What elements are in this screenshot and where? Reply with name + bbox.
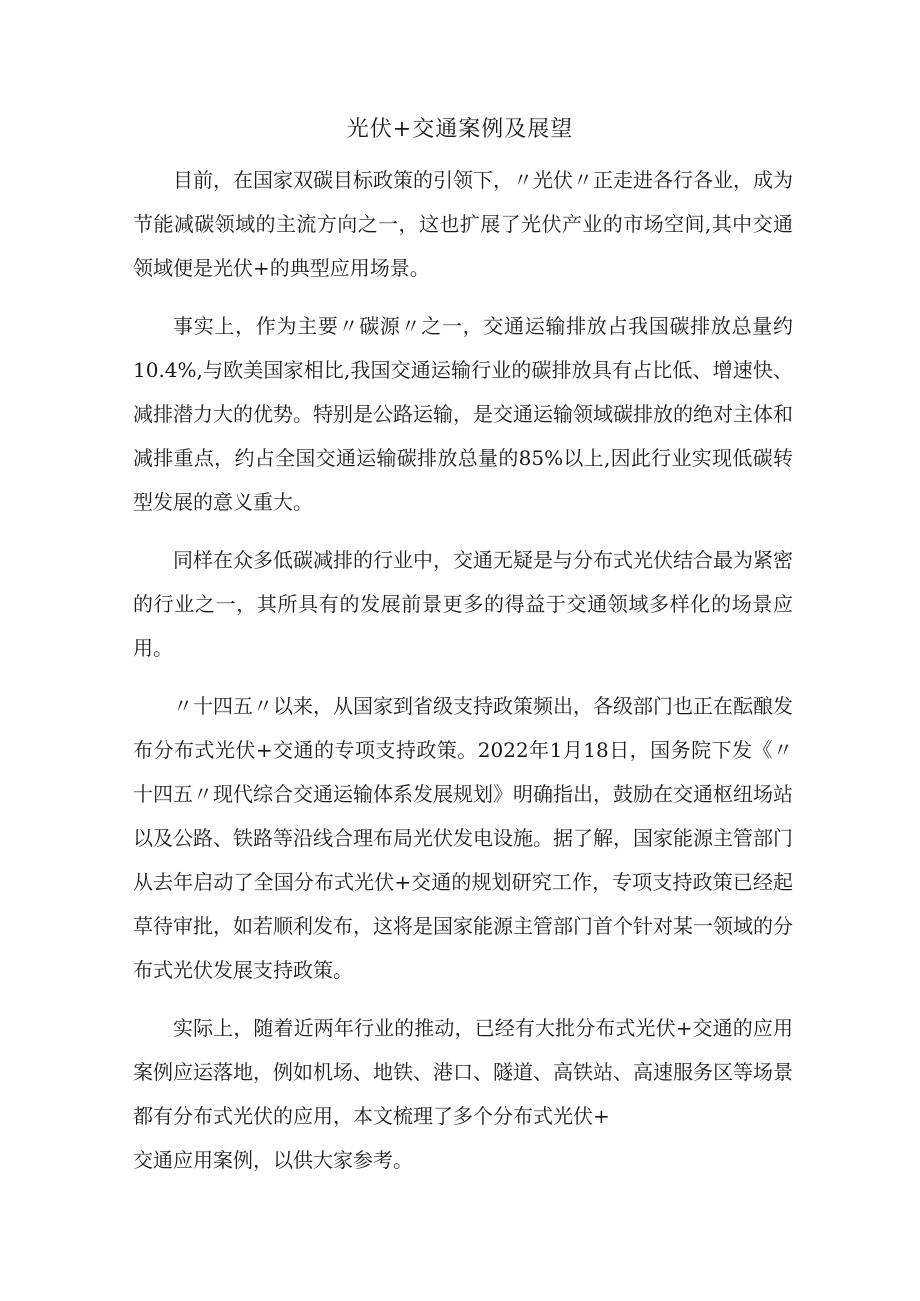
paragraph-2: 事实上，作为主要〃碳源〃之一，交通运输排放占我国碳排放总量约10.4%,与欧美国家相比,我国交通运输行业的碳排放具有占比低、增速快、减排潜力大的优势。特别是公路运输，是交通运输领域碳排放的绝对主体和减排重点，约占全国交通运输碳排放总量的85%以上,因此行业实现低碳转型发展的意义重大。 <box>133 314 793 514</box>
document-title: 光伏+交通案例及展望 <box>346 117 574 142</box>
document-body <box>133 158 793 1182</box>
paragraph-3: 同样在众多低碳减排的行业中，交通无疑是与分布式光伏结合最为紧密的行业之一，其所具有的发展前景更多的得益于交通领域多样化的场景应用。 <box>133 548 793 660</box>
paragraph-5-tail: 交通应用案例，以供大家参考。 <box>133 1148 413 1172</box>
paragraph-1: 目前，在国家双碳目标政策的引领下，〃光伏〃正走进各行各业，成为节能减碳领域的主流方向之一，这也扩展了光伏产业的市场空间,其中交通领域便是光伏+的典型应用场景。 <box>133 168 793 280</box>
paragraph-4: 〃十四五〃以来，从国家到省级支持政策频出，各级部门也正在酝酿发布分布式光伏+交通的专项支持政策。2022年1月18日，国务院下发《〃十四五〃现代综合交通运输体系发展规划》明确指出，鼓励在交通枢纽场站以及公路、铁路等沿线合理布局光伏发电设施。据了解，国家能源主管部门从去年启动了全国分布式光伏+交通的规划研究工作，专项支持政策已经起草待审批，如若顺利发布，这将是国家能源主管部门首个针对某一领域的分布式光伏发展支持政策。 <box>133 694 793 982</box>
paragraph-5-main: 实际上，随着近两年行业的推动，已经有大批分布式光伏+交通的应用案例应运落地，例如机场、地铁、港口、隧道、高铁站、高速服务区等场景都有分布式光伏的应用，本文梳理了多个分布式光伏+ <box>133 1016 793 1128</box>
paragraph-5 <box>133 1006 793 1182</box>
